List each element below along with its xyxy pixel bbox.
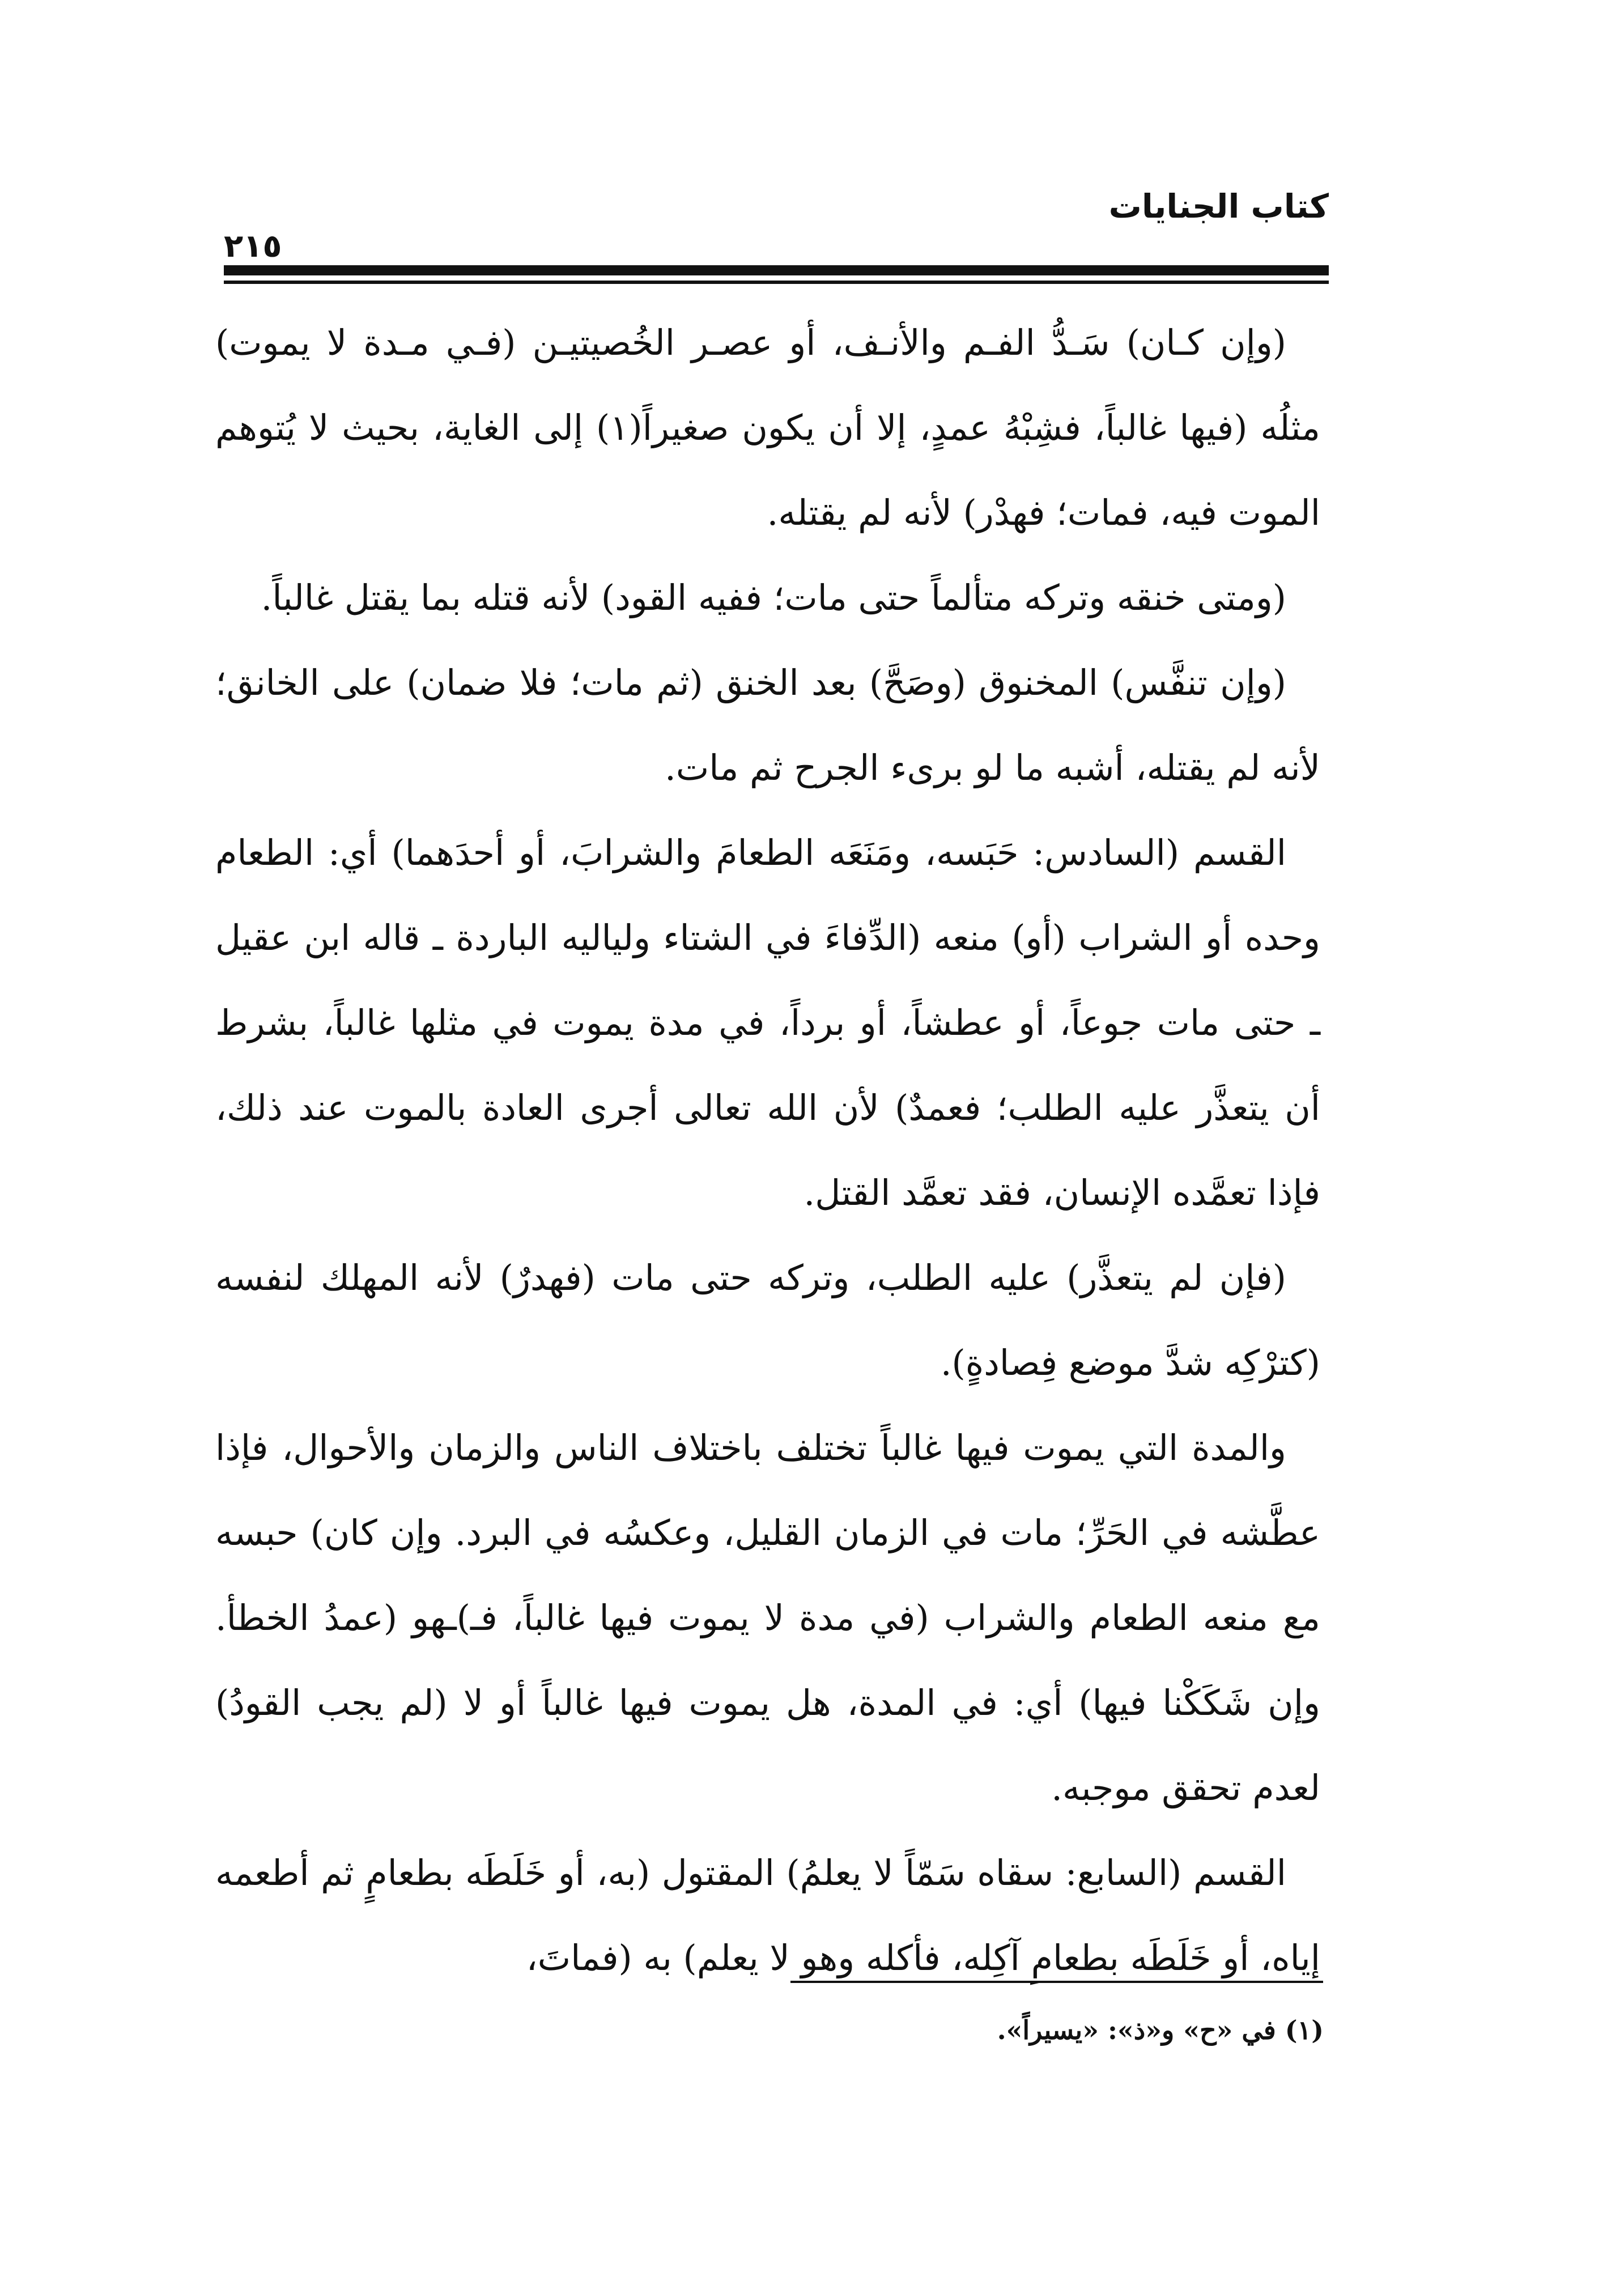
page-number: ٢١٥ <box>224 228 282 265</box>
paragraph-3: (وإن تنفَّس) المخنوق (وصَحَّ) بعد الخنق (ثم مات؛ فلا ضمان) على الخانق؛ لأنه لم يقتله، أشبه ما لو برىء الجرح ثم مات. <box>215 662 1320 788</box>
paragraph-6: والمدة التي يموت فيها غالباً تختلف باختلاف الناس والزمان والأحوال، فإذا عطَّشه في الحَرِّ؛ مات في الزمان القليل، وعكسُه في البرد. وإن كان) حبسه مع منعه الطعام والشراب (في مدة لا يموت فيها غالباً، فـ)ـهو (عمدُ الخطأ. وإن شَكَكْنا فيها) أي: في المدة، هل يموت فيها غالباً أو لا (لم يجب القودُ) لعدم تحقق موجبه. <box>215 1427 1320 1808</box>
paragraph-2: (ومتى خنقه وتركه متألماً حتى مات؛ ففيه القود) لأنه قتله بما يقتل غالباً. <box>261 577 1286 618</box>
page-header <box>224 181 1329 295</box>
main-text <box>215 300 1320 2001</box>
footnote-rule <box>790 1981 1323 1983</box>
header-rule-thin <box>224 281 1329 284</box>
running-title: كتاب الجنايات <box>1108 187 1329 226</box>
paragraph-4: القسم (السادس: حَبَسه، ومَنَعَه الطعامَ والشرابَ، أو أحدَهما) أي: الطعام وحده أو الشراب (أو) منعه (الدِّفاءَ في الشتاء ولياليه الباردة ـ قاله ابن عقيل ـ حتى مات جوعاً، أو عطشاً، أو برداً، في مدة يموت في مثلها غالباً، بشرط أن يتعذَّر عليه الطلب؛ فعمدٌ) لأن الله تعالى أجرى العادة بالموت عند ذلك، فإذا تعمَّده الإنسان، فقد تعمَّد القتل. <box>215 832 1320 1213</box>
paragraph-1: (وإن كـان) سَـدُّ الفـم والأنـف، أو عصـر الخُصيتيـن (فـي مـدة لا يموت) مثلُه (فيها غالباً، فشِبْهُ عمدٍ، إلا أن يكون صغيراً(١) إلى الغاية، بحيث لا يُتوهم الموت فيه، فمات؛ فهدْر) لأنه لم يقتله. <box>215 322 1321 533</box>
paragraph-7: القسم (السابع: سقاه سَمّاً لا يعلمُ) المقتول (به، أو خَلَطَه بطعامٍ ثم أطعمه إياه، أو خَلَطَه بطعامِ آكِله، فأكله وهو لا يعلم) به (فماتَ، <box>215 1852 1320 1978</box>
paragraph-5: (فإن لم يتعذَّر) عليه الطلب، وتركه حتى مات (فهدرٌ) لأنه المهلك لنفسه (كترْكِه شدَّ موضع فِصادةٍ). <box>215 1257 1320 1383</box>
header-rule-thick <box>224 265 1329 275</box>
footnote: (١) في «ح» و«ذ»: «يسيراً». <box>997 2015 1324 2045</box>
